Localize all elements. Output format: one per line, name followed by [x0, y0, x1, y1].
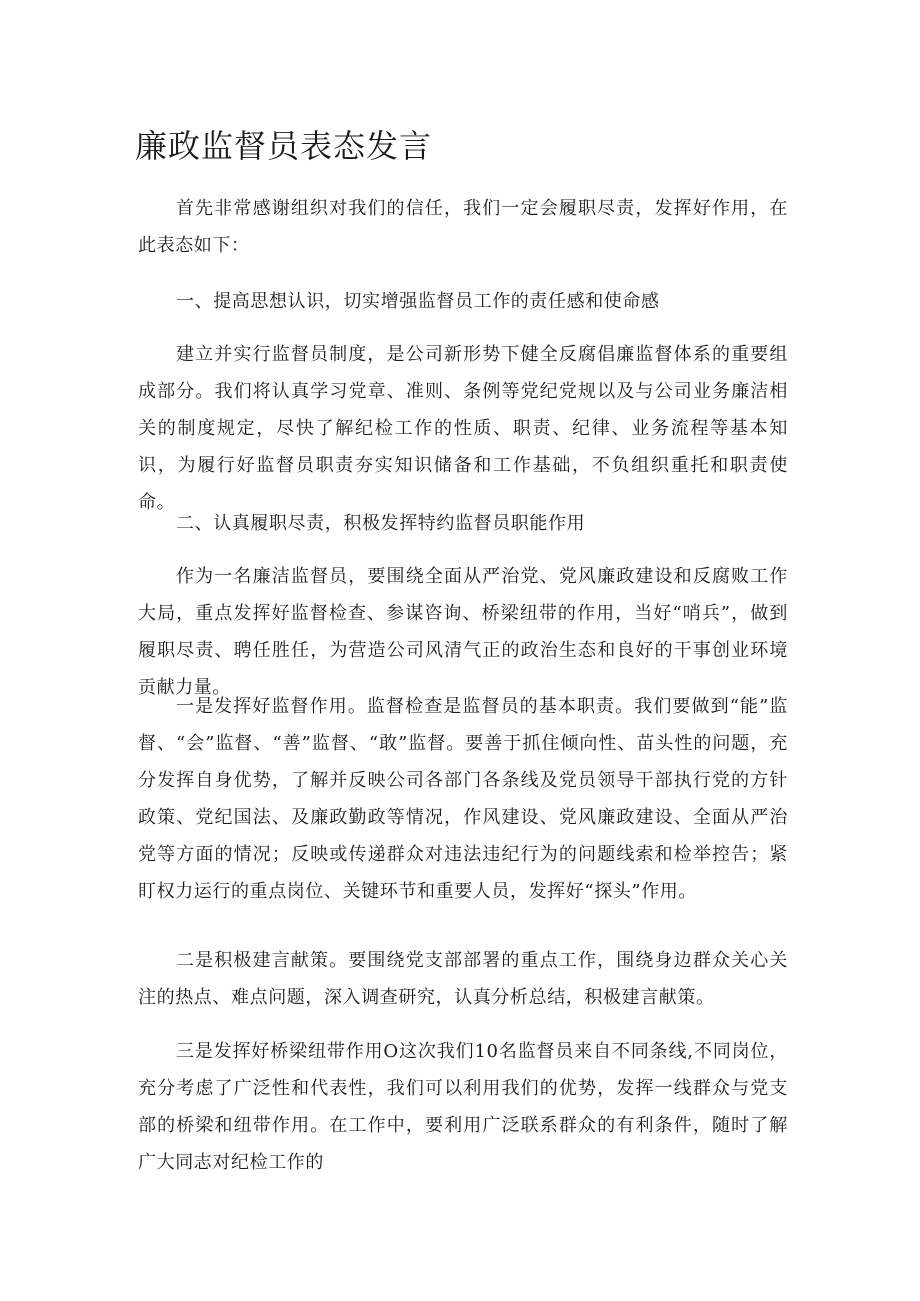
document-title: 廉政监督员表态发言	[135, 127, 433, 165]
paragraph-intro: 首先非常感谢组织对我们的信任，我们一定会履职尽责，发挥好作用，在此表态如下：	[138, 198, 788, 256]
paragraph-role: 作为一名廉洁监督员，要围绕全面从严治党、党风廉政建设和反腐败工作大局，重点发挥好监督检查、参谋咨询、桥梁纽带的作用，当好“哨兵”，做到履职尽责、聘任胜任，为营造公司风清气正的政治生态和良好的干事创业环境贡献力量。	[138, 566, 788, 698]
paragraph-supervisor-system: 建立并实行监督员制度，是公司新形势下健全反腐倡廉监督体系的重要组成部分。我们将认真学习党章、准则、条例等党纪党规以及与公司业务廉洁相关的制度规定，尽快了解纪检工作的性质、职责、纪律、业务流程等基本知识，为履行好监督员职责夯实知识储备和工作基础，不负组织重托和职责使命。	[138, 344, 788, 513]
section-heading-1: 一、提高思想认识，切实增强监督员工作的责任感和使命感	[176, 291, 660, 312]
paragraph-point-1: 一是发挥好监督作用。监督检查是监督员的基本职责。我们要做到“能”监督、“会”监督、“善”监督、“敢”监督。要善于抓住倾向性、苗头性的问题，充分发挥自身优势，了解并反映公司各部门各条线及党员领导干部执行党的方针政策、党纪国法、及廉政勤政等情况，作风建设、党风廉政建设、全面从严治党等方面的情况；反映或传递群众对违法违纪行为的问题线索和检举控告；紧盯权力运行的重点岗位、关键环节和重要人员，发挥好“探头”作用。	[138, 696, 788, 902]
paragraph-point-2: 二是积极建言献策。要围绕党支部部署的重点工作，围绕身边群众关心关注的热点、难点问题，深入调查研究，认真分析总结，积极建言献策。	[138, 950, 788, 1008]
section-heading-2: 二、认真履职尽责，积极发挥特约监督员职能作用	[176, 513, 586, 534]
paragraph-point-3: 三是发挥好桥梁纽带作用O这次我们10名监督员来自不同条线,不同岗位，充分考虑了广泛性和代表性，我们可以利用我们的优势，发挥一线群众与党支部的桥梁和纽带作用。在工作中，要利用广泛联系群众的有利条件，随时了解广大同志对纪检工作的	[138, 1041, 788, 1173]
